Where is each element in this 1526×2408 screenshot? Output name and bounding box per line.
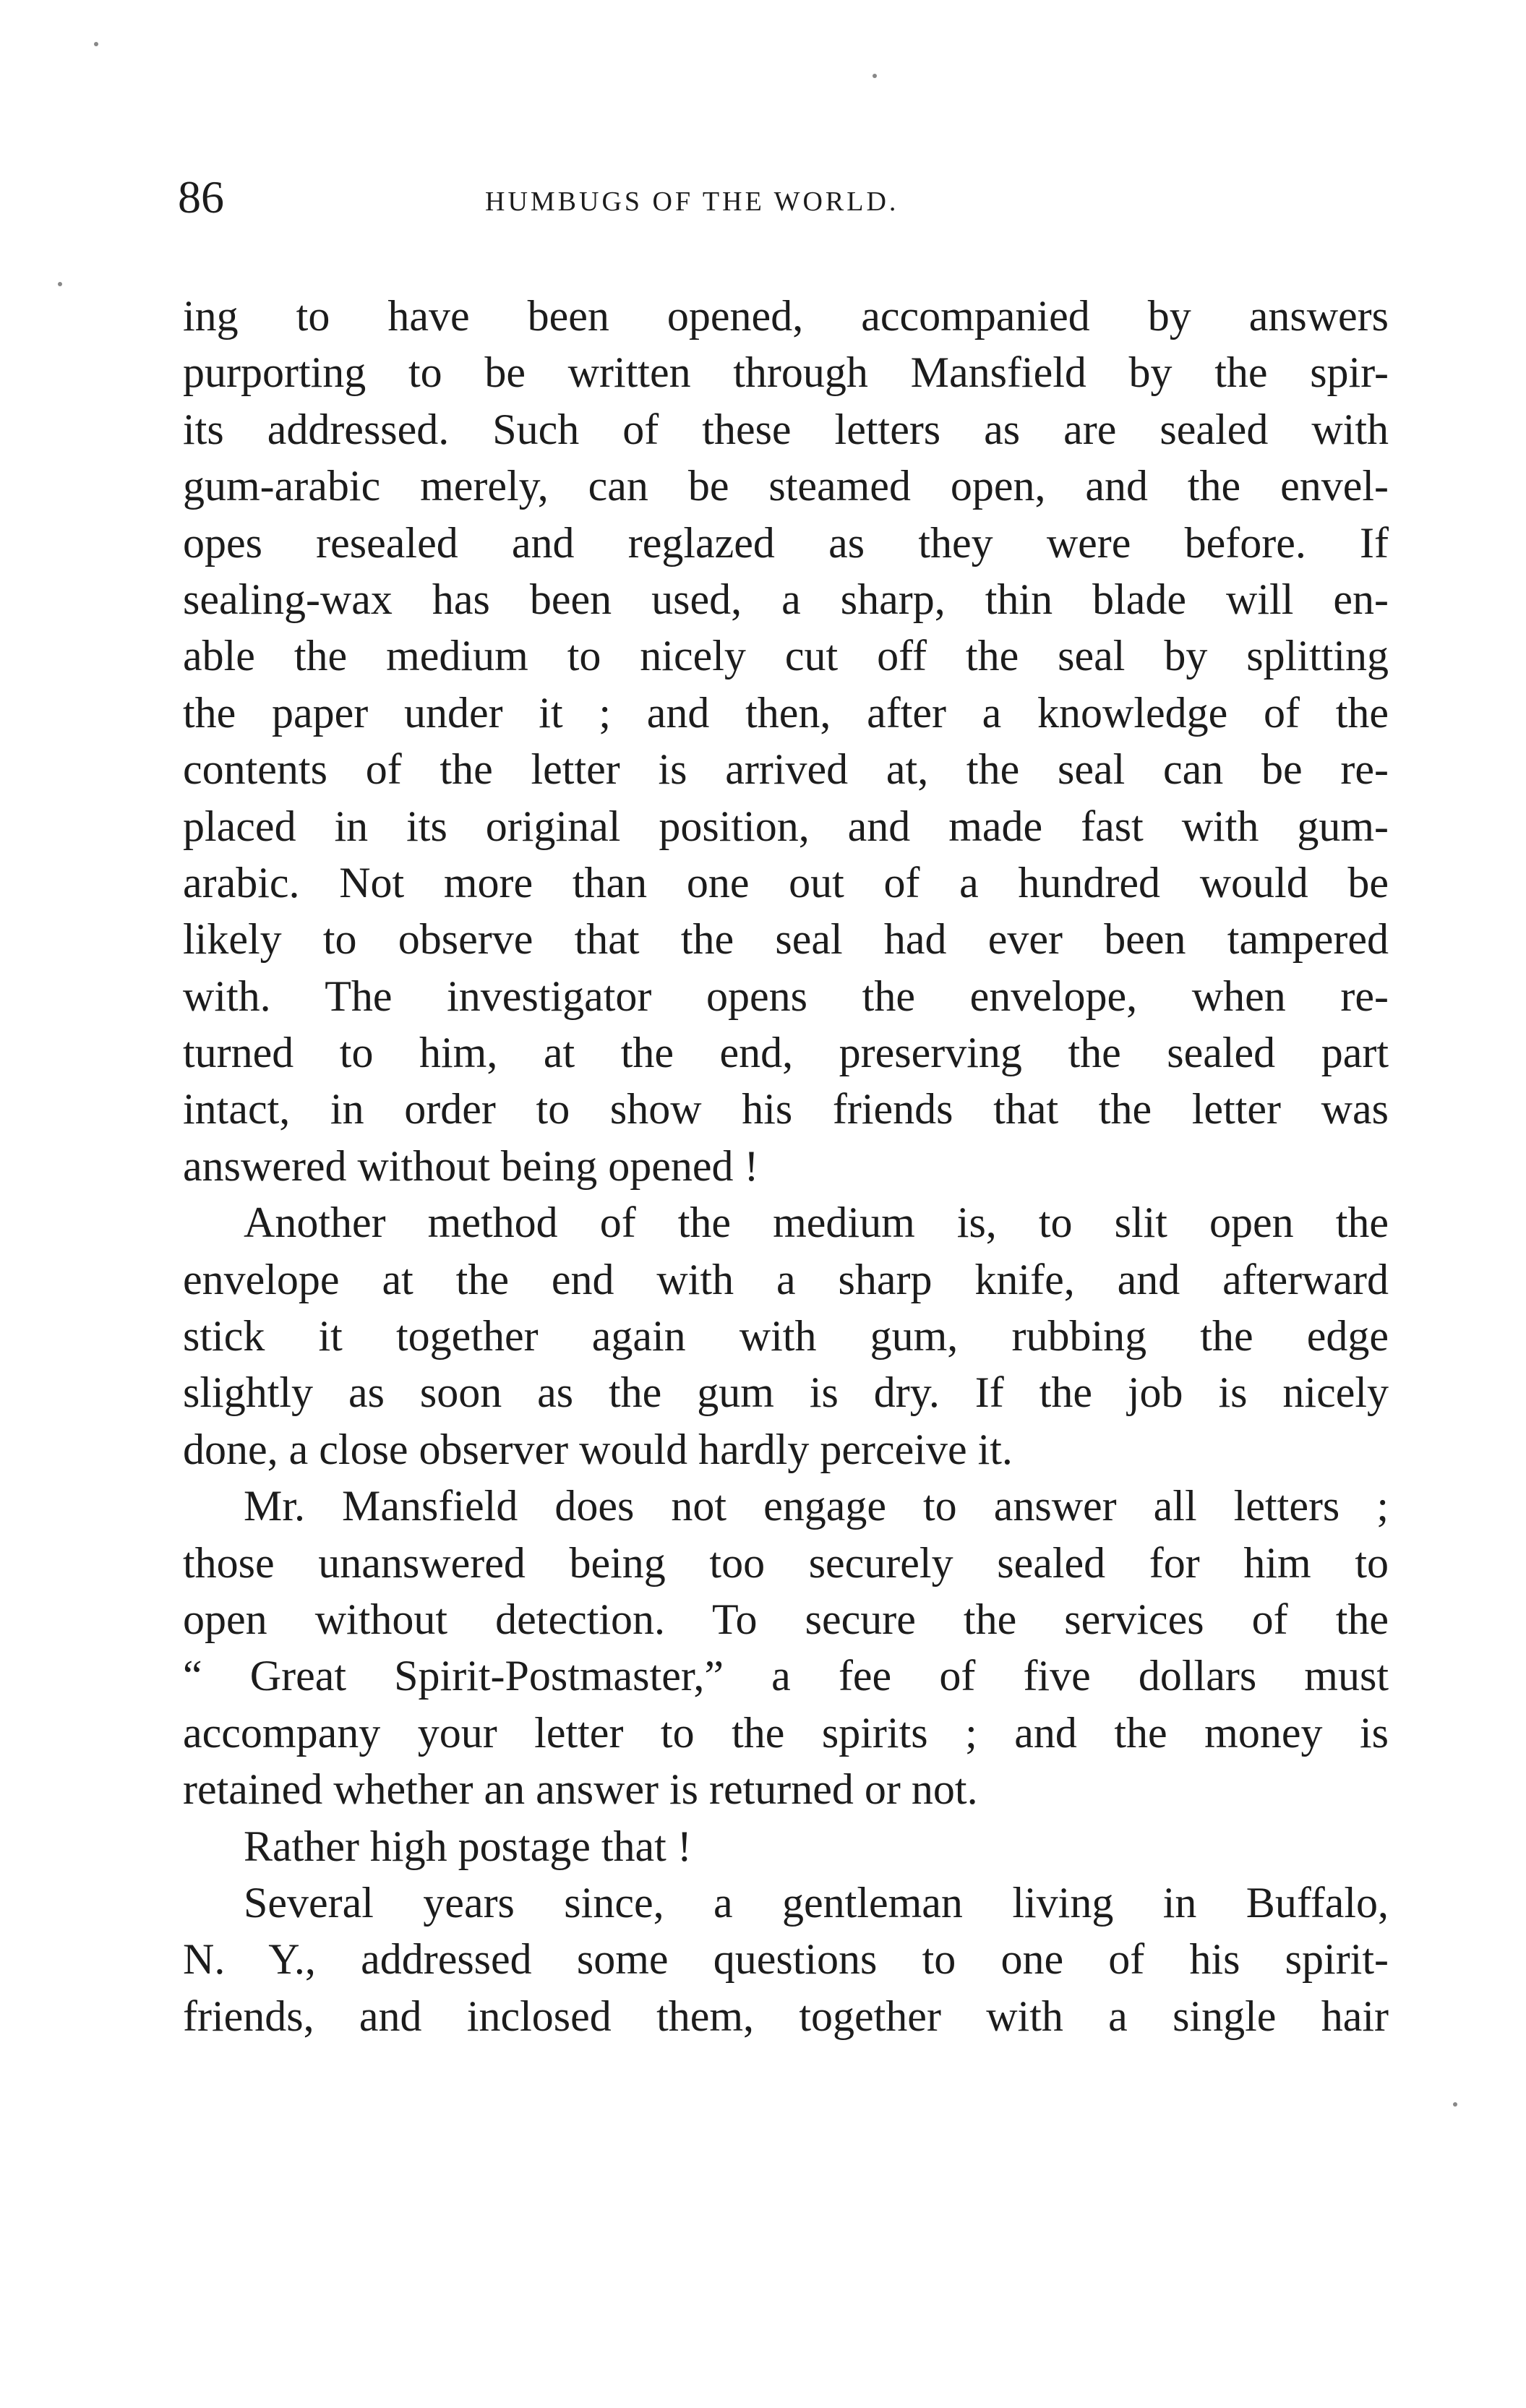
text-line: stick it together again with gum, rubbing the edge <box>183 1312 1389 1361</box>
text-line: arabic. Not more than one out of a hundred would be <box>183 858 1389 907</box>
text-line: gum-arabic merely, can be steamed open, and the envel- <box>183 462 1389 510</box>
running-head <box>178 165 1407 230</box>
text-line: the paper under it ; and then, after a knowledge of the <box>183 688 1389 737</box>
text-line: contents of the letter is arrived at, the seal can be re- <box>183 745 1389 794</box>
text-line: those unanswered being too securely sealed for him to <box>183 1538 1389 1587</box>
text-line: turned to him, at the end, preserving the sealed part <box>183 1029 1389 1077</box>
text-line: sealing-wax has been used, a sharp, thin blade will en- <box>183 575 1389 623</box>
scan-speck <box>1453 2102 1457 2107</box>
text-line: intact, in order to show his friends that the letter was <box>183 1085 1389 1134</box>
text-line: placed in its original position, and made fast with gum- <box>183 802 1389 850</box>
text-line: N. Y., addressed some questions to one of his spirit- <box>183 1935 1389 1984</box>
text-line: retained whether an answer is returned or not. <box>183 1765 978 1814</box>
scan-speck <box>873 74 877 78</box>
text-line: answered without being opened ! <box>183 1141 759 1190</box>
text-line: able the medium to nicely cut off the seal by splitting <box>183 632 1389 680</box>
scan-speck <box>94 42 98 46</box>
text-line: ing to have been opened, accompanied by answers <box>183 292 1389 340</box>
body-text <box>183 288 1389 2044</box>
text-line: envelope at the end with a sharp knife, and afterward <box>183 1255 1389 1303</box>
text-line: purporting to be written through Mansfield by the spir- <box>183 348 1389 397</box>
text-line: done, a close observer would hardly perceive it. <box>183 1425 1013 1473</box>
text-line: likely to observe that the seal had ever been tampered <box>183 915 1389 964</box>
text-line: with. The investigator opens the envelope, when re- <box>183 972 1389 1020</box>
paragraph-first-line: Rather high postage that ! <box>244 1822 692 1870</box>
text-line: friends, and inclosed them, together with a single hair <box>183 1992 1389 2040</box>
text-line: “ Great Spirit-Postmaster,” a fee of five dollars must <box>183 1652 1389 1700</box>
text-line: open without detection. To secure the services of the <box>183 1595 1389 1643</box>
text-line: opes resealed and reglazed as they were before. If <box>183 518 1389 567</box>
paragraph-first-line: Another method of the medium is, to slit open the <box>244 1199 1389 1247</box>
text-line: its addressed. Such of these letters as are sealed with <box>183 405 1389 453</box>
paragraph-first-line: Several years since, a gentleman living in Buffalo, <box>244 1878 1389 1927</box>
text-line: slightly as soon as the gum is dry. If the job is nicely <box>183 1368 1389 1417</box>
page-number: 86 <box>178 171 224 223</box>
running-title: HUMBUGS OF THE WORLD. <box>485 187 899 217</box>
scan-speck <box>58 282 62 286</box>
text-line: accompany your letter to the spirits ; and the money is <box>183 1708 1389 1757</box>
paragraph-first-line: Mr. Mansfield does not engage to answer all letters ; <box>244 1482 1389 1530</box>
